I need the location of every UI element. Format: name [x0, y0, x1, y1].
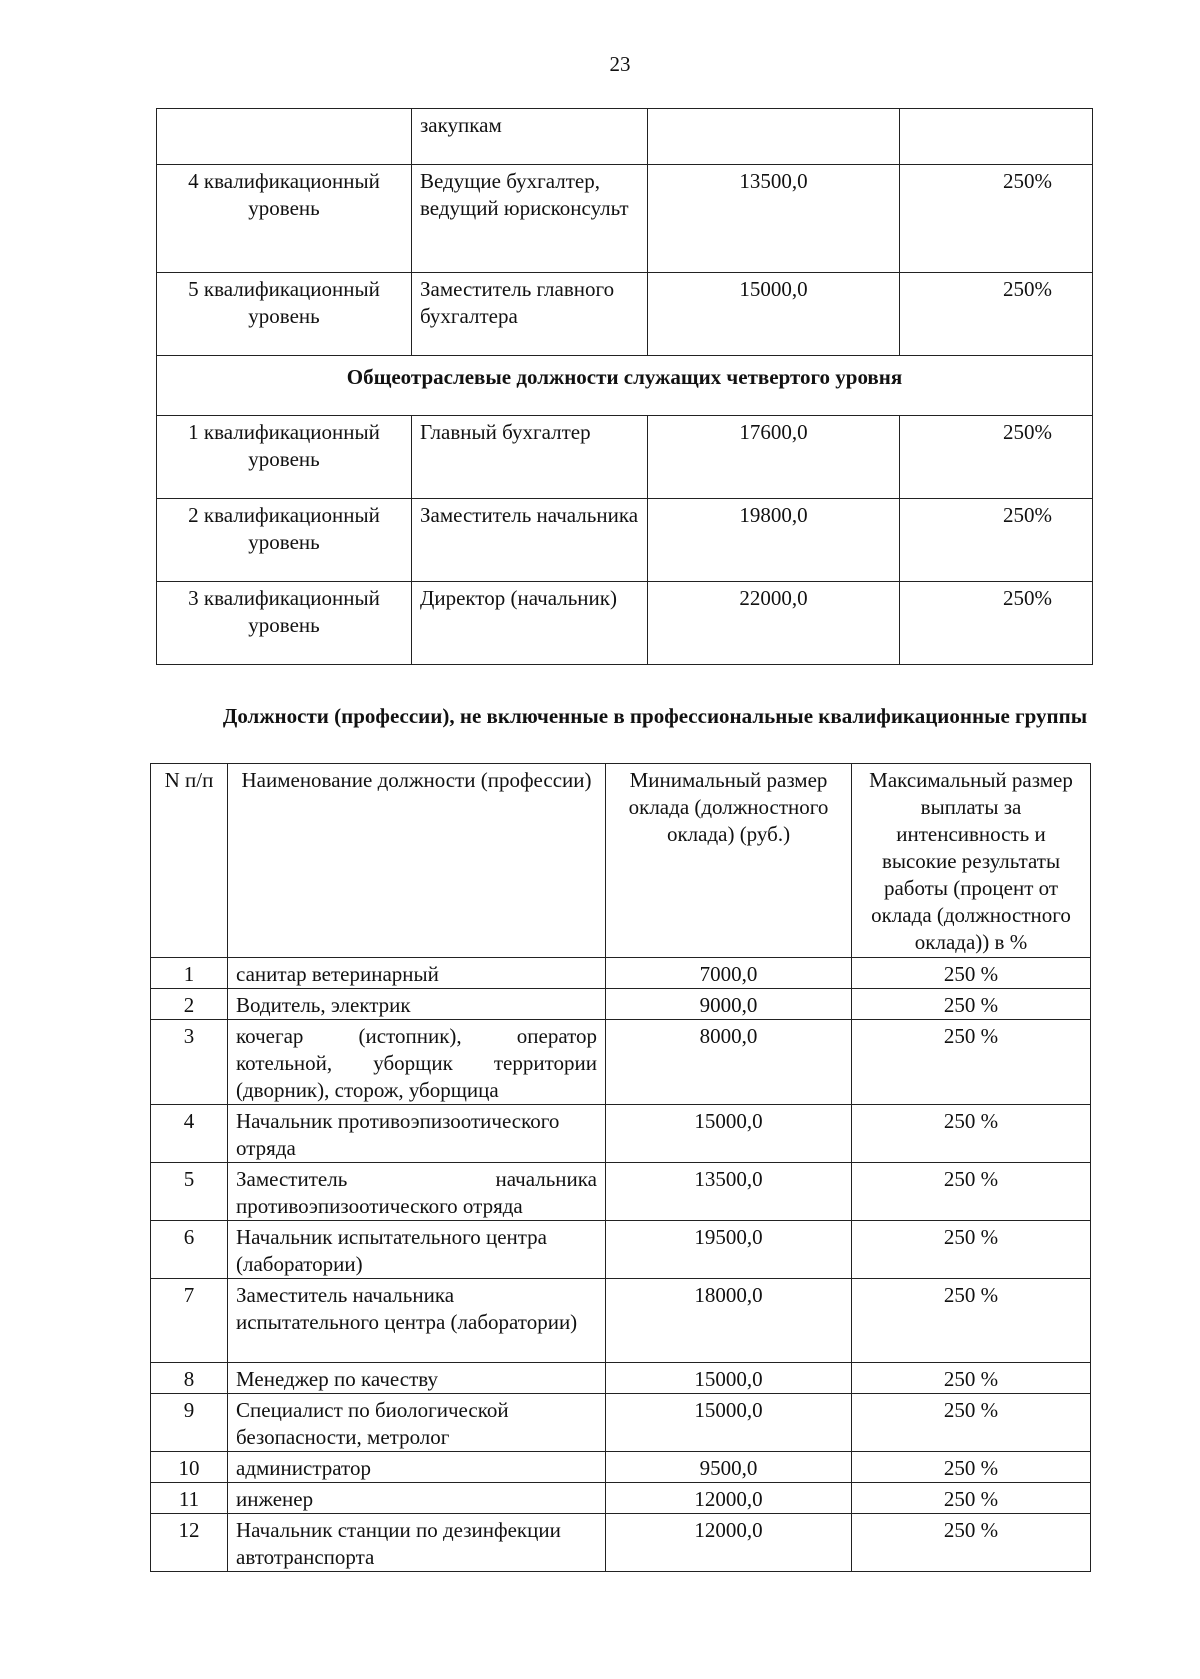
- bonus-value: 250 %: [852, 1483, 1091, 1514]
- position-cell: Главный бухгалтер: [412, 416, 648, 499]
- bonus-cell: 250%: [900, 273, 1093, 356]
- salary-value: 15000,0: [606, 1105, 852, 1163]
- position-name: Специалист по биологической безопасности, метролог: [228, 1394, 606, 1452]
- bonus-value: 250 %: [852, 1363, 1091, 1394]
- bonus-value: 250 %: [852, 1452, 1091, 1483]
- position-cell: Заместитель главного бухгалтера: [412, 273, 648, 356]
- row-number: 3: [151, 1020, 228, 1105]
- row-number: 2: [151, 989, 228, 1020]
- section-heading-row: [157, 356, 1093, 416]
- table-row: [151, 1020, 1091, 1105]
- level-cell: 4 квалификационный уровень: [157, 165, 412, 273]
- num-header: N п/п: [151, 764, 228, 958]
- position-cell: Директор (начальник): [412, 582, 648, 665]
- row-number: 7: [151, 1279, 228, 1363]
- table-row: [157, 416, 1093, 499]
- table-header-row: [151, 764, 1091, 958]
- name-header: Наименование должности (профессии): [228, 764, 606, 958]
- table-row: [151, 989, 1091, 1020]
- table-row: [157, 582, 1093, 665]
- position-cell: Заместитель начальника: [412, 499, 648, 582]
- level-cell: 5 квалификационный уровень: [157, 273, 412, 356]
- bonus-cell: 250%: [900, 582, 1093, 665]
- page-number: 23: [609, 52, 631, 76]
- row-number: 8: [151, 1363, 228, 1394]
- unclassified-positions-table: [150, 763, 1091, 1572]
- position-name: Заместитель начальника противоэпизоотического отряда: [228, 1163, 606, 1221]
- row-number: 6: [151, 1221, 228, 1279]
- salary-value: 9000,0: [606, 989, 852, 1020]
- bonus-value: 250 %: [852, 958, 1091, 989]
- level-cell: 3 квалификационный уровень: [157, 582, 412, 665]
- bonus-value: 250 %: [852, 1279, 1091, 1363]
- row-number: 9: [151, 1394, 228, 1452]
- row-number: 11: [151, 1483, 228, 1514]
- bonus-cell: 250%: [900, 165, 1093, 273]
- bonus-cell: 250%: [900, 499, 1093, 582]
- salary-value: 12000,0: [606, 1514, 852, 1572]
- salary-header: Минимальный размер оклада (должностного оклада) (руб.): [606, 764, 852, 958]
- salary-value: 8000,0: [606, 1020, 852, 1105]
- position-cell: Ведущие бухгалтер, ведущий юрисконсульт: [412, 165, 648, 273]
- salary-cell: 22000,0: [648, 582, 900, 665]
- salary-value: 18000,0: [606, 1279, 852, 1363]
- table-row: [151, 1514, 1091, 1572]
- position-name: кочегар (истопник), оператор котельной, уборщик территории (дворник), сторож, уборщица: [228, 1020, 606, 1105]
- table-row: [151, 1221, 1091, 1279]
- position-name: Менеджер по качеству: [228, 1363, 606, 1394]
- table-row: [151, 958, 1091, 989]
- bonus-value: 250 %: [852, 1221, 1091, 1279]
- table-row: [157, 273, 1093, 356]
- salary-cell: 19800,0: [648, 499, 900, 582]
- salary-value: 7000,0: [606, 958, 852, 989]
- salary-cell: [648, 109, 900, 165]
- table-row: [151, 1452, 1091, 1483]
- position-name: Водитель, электрик: [228, 989, 606, 1020]
- table-row: [151, 1163, 1091, 1221]
- bonus-cell: 250%: [900, 416, 1093, 499]
- table-row: [151, 1105, 1091, 1163]
- section-heading: Общеотраслевые должности служащих четвертого уровня: [157, 356, 1093, 416]
- salary-value: 13500,0: [606, 1163, 852, 1221]
- bonus-value: 250 %: [852, 1514, 1091, 1572]
- position-name: санитар ветеринарный: [228, 958, 606, 989]
- table-row: [151, 1279, 1091, 1363]
- bonus-cell: [900, 109, 1093, 165]
- row-number: 1: [151, 958, 228, 989]
- salary-value: 19500,0: [606, 1221, 852, 1279]
- salary-cell: 13500,0: [648, 165, 900, 273]
- table-row: [157, 165, 1093, 273]
- row-number: 12: [151, 1514, 228, 1572]
- position-name: Начальник станции по дезинфекции автотранспорта: [228, 1514, 606, 1572]
- position-name: инженер: [228, 1483, 606, 1514]
- position-cell: закупкам: [412, 109, 648, 165]
- qualification-levels-table: [156, 108, 1093, 665]
- table-row: [151, 1483, 1091, 1514]
- bonus-value: 250 %: [852, 1105, 1091, 1163]
- row-number: 10: [151, 1452, 228, 1483]
- table-row: [151, 1394, 1091, 1452]
- salary-value: 15000,0: [606, 1363, 852, 1394]
- position-name: Заместитель начальника испытательного центра (лаборатории): [228, 1279, 606, 1363]
- salary-value: 15000,0: [606, 1394, 852, 1452]
- position-name: администратор: [228, 1452, 606, 1483]
- bonus-value: 250 %: [852, 989, 1091, 1020]
- table-row: [157, 109, 1093, 165]
- table-row: [151, 1363, 1091, 1394]
- level-cell: 2 квалификационный уровень: [157, 499, 412, 582]
- row-number: 4: [151, 1105, 228, 1163]
- section-title: Должности (профессии), не включенные в профессиональные квалификационные группы: [222, 704, 1088, 728]
- table-row: [157, 499, 1093, 582]
- bonus-value: 250 %: [852, 1163, 1091, 1221]
- level-cell: 1 квалификационный уровень: [157, 416, 412, 499]
- bonus-header: Максимальный размер выплаты за интенсивность и высокие результаты работы (процент от оклада (должностного оклада)) в %: [852, 764, 1091, 958]
- salary-value: 9500,0: [606, 1452, 852, 1483]
- salary-value: 12000,0: [606, 1483, 852, 1514]
- salary-cell: 15000,0: [648, 273, 900, 356]
- bonus-value: 250 %: [852, 1020, 1091, 1105]
- salary-cell: 17600,0: [648, 416, 900, 499]
- level-cell: [157, 109, 412, 165]
- position-name: Начальник противоэпизоотического отряда: [228, 1105, 606, 1163]
- bonus-value: 250 %: [852, 1394, 1091, 1452]
- position-name: Начальник испытательного центра (лаборатории): [228, 1221, 606, 1279]
- row-number: 5: [151, 1163, 228, 1221]
